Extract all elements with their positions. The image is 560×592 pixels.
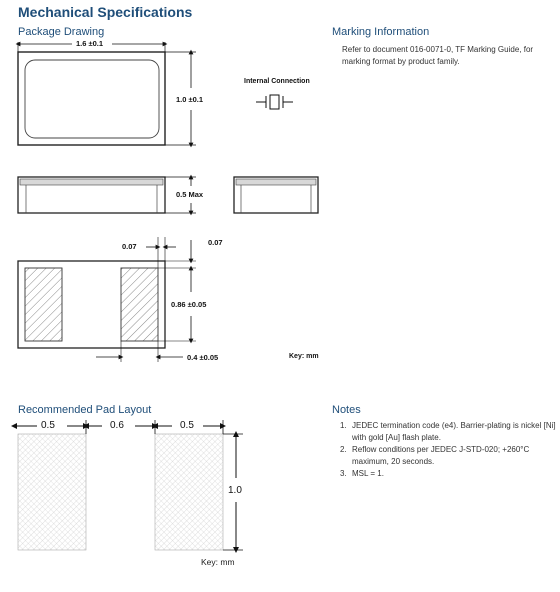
package-side-view bbox=[18, 177, 165, 213]
pad-dim-a-label: 0.5 bbox=[41, 420, 55, 431]
notes-list bbox=[340, 420, 556, 480]
dim-length-label: 1.6 ±0.1 bbox=[76, 39, 104, 48]
package-top-view bbox=[18, 52, 165, 145]
pad-dim-c-label: 0.5 bbox=[180, 420, 194, 431]
internal-connection-symbol bbox=[256, 95, 293, 109]
dim-pad-height-label: 0.86 ±0.05 bbox=[171, 300, 207, 309]
note-item bbox=[340, 420, 556, 444]
package-drawing-heading: Package Drawing bbox=[18, 26, 105, 38]
note-text: Reflow conditions per JEDEC J-STD-020; +260°C maximum, 20 seconds. bbox=[352, 445, 530, 466]
note-item bbox=[340, 444, 556, 468]
package-end-view bbox=[234, 177, 318, 213]
note-text: MSL = 1. bbox=[352, 469, 384, 478]
dim-height-label: 0.5 Max bbox=[176, 190, 204, 199]
notes-heading: Notes bbox=[332, 404, 361, 416]
package-key-label: Key: mm bbox=[289, 353, 319, 360]
pad-key-label: Key: mm bbox=[201, 557, 235, 567]
package-bottom-view bbox=[18, 261, 165, 348]
marking-text: Refer to document 016-0071-0, TF Marking Guide, for marking format by product family. bbox=[342, 45, 534, 66]
note-number: 2. bbox=[340, 445, 347, 454]
note-text: JEDEC termination code (e4). Barrier-plating is nickel [Ni] with gold [Au] flash plate. bbox=[352, 421, 556, 442]
pad-layout-drawing bbox=[18, 434, 223, 550]
dim-margin-right-label: 0.07 bbox=[208, 238, 223, 247]
pad-dim-b-label: 0.6 bbox=[110, 420, 124, 431]
note-item bbox=[340, 468, 556, 480]
note-number: 3. bbox=[340, 469, 347, 478]
note-number: 1. bbox=[340, 421, 347, 430]
pad-dim-h-label: 1.0 bbox=[228, 485, 242, 496]
internal-connection-label: Internal Connection bbox=[244, 78, 310, 85]
dim-width-label: 1.0 ±0.1 bbox=[176, 95, 204, 104]
dim-margin-left-label: 0.07 bbox=[122, 242, 137, 251]
page-title: Mechanical Specifications bbox=[18, 4, 193, 20]
pad-layout-heading: Recommended Pad Layout bbox=[18, 404, 152, 416]
dim-pad-width-label: 0.4 ±0.05 bbox=[187, 353, 219, 362]
marking-heading: Marking Information bbox=[332, 26, 430, 38]
